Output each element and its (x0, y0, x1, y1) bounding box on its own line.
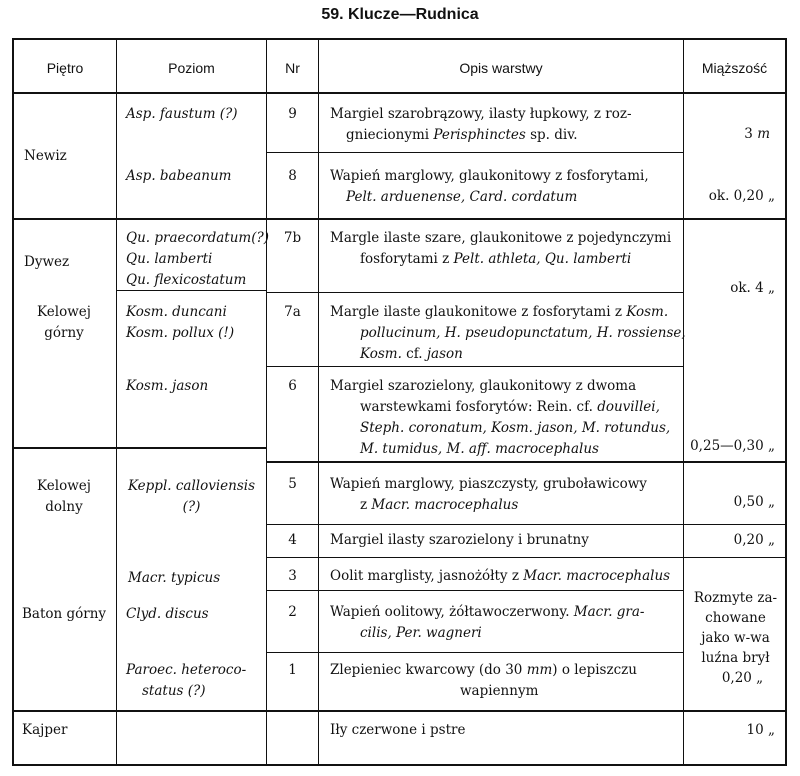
zone-7a-line2: Kosm. pollux (!) (126, 325, 235, 341)
layer-nr-7b: 7b (283, 230, 302, 246)
row-rule (266, 557, 787, 558)
desc-1-line1: Zlepieniec kwarcowy (do 30 mm) o lepiszczu (330, 662, 637, 678)
thickness-kajper: 10 „ (746, 722, 775, 738)
layer-nr-9: 9 (288, 106, 297, 122)
desc-3: Oolit marglisty, jasnożółty z Macr. macrocephalus (330, 568, 671, 584)
zone-1-line2: status (?) (142, 683, 206, 699)
row-rule (266, 524, 787, 525)
row-rule (12, 710, 787, 712)
thickness-8: ok. 0,20 „ (708, 188, 775, 204)
desc-9-line2: gniecionymi Perisphinctes sp. div. (346, 127, 578, 143)
page-title: 59. Klucze—Rudnica (321, 6, 479, 23)
stage-kelowej-gorny (14, 302, 114, 344)
stage-kelowej-dolny (14, 476, 114, 518)
row-rule (12, 447, 266, 449)
zone-7b-line3: Qu. flexicostatum (126, 272, 247, 288)
header-miazszosc: Miąższość (701, 60, 768, 76)
thickness-rozmyte-line5: 0,20 „ (721, 670, 764, 686)
zone-3-text: Macr. typicus (128, 570, 221, 586)
row-rule (266, 152, 684, 153)
desc-9-line1: Margiel szarobrązowy, ilasty łupkowy, z roz- (330, 106, 632, 122)
desc-2-line2: cilis, Per. wagneri (360, 625, 482, 641)
desc-1-line2: wapiennym (460, 683, 539, 699)
stage-newiz: Newiz (24, 148, 67, 164)
desc-4: Margiel ilasty szarozielony i brunatny (330, 532, 589, 548)
header-pietro: Piętro (46, 60, 84, 76)
desc-6-line4: M. tumidus, M. aff. macrocephalus (360, 441, 599, 457)
desc-7a-line2: pollucinum, H. pseudopunctatum, H. rossiense, (360, 325, 686, 341)
stage-dywez: Dywez (24, 254, 70, 270)
thickness-7: ok. 4 „ (730, 280, 775, 296)
stage-baton-gorny: Baton górny (22, 606, 107, 622)
zone-6-text: Kosm. jason (126, 378, 209, 394)
desc-2-line1: Wapień oolitowy, żółtawoczerwony. Macr. gra- (330, 604, 645, 620)
zone-9-text: Asp. faustum (?) (126, 106, 238, 122)
thickness-rozmyte-line2: chowane (705, 610, 766, 626)
thickness-9: 3 m (744, 126, 770, 142)
row-rule (266, 590, 684, 591)
desc-7b (330, 228, 671, 270)
zone-5 (117, 476, 266, 518)
stage-kajper: Kajper (22, 722, 68, 738)
row-rule (266, 652, 684, 653)
desc-6-line1: Margiel szarozielony, glaukonitowy z dwoma (330, 378, 637, 394)
desc-7a-line1: Margle ilaste glaukonitowe z fosforytami z Kosm. (330, 304, 669, 320)
desc-1 (330, 660, 637, 702)
row-rule (266, 292, 684, 293)
row-rule (266, 366, 684, 367)
layer-nr-4: 4 (288, 532, 297, 548)
desc-8-line1: Wapień marglowy, glaukonitowy z fosforytami, (330, 168, 649, 184)
row-rule (12, 218, 787, 220)
thickness-rozmyte-line3: jako w-wa (701, 630, 770, 646)
desc-7b-line1: Margle ilaste szare, glaukonitowe z pojedynczymi (330, 230, 672, 246)
desc-7a (330, 302, 686, 365)
desc-8-line2: Pelt. arduenense, Card. cordatum (346, 189, 578, 205)
zone-8-text: Asp. babeanum (126, 168, 232, 184)
zone-7b-line1: Qu. praecordatum(?) (126, 230, 270, 246)
zone-8 (126, 166, 231, 187)
zone-7a (126, 302, 234, 344)
column-divider (116, 38, 117, 766)
desc-6-line3: Steph. coronatum, Kosm. jason, M. rotundus, (360, 420, 671, 436)
layer-nr-8: 8 (288, 168, 297, 184)
thickness-rozmyte-line4: luźna brył (701, 650, 770, 666)
zone-5-line1: Keppl. calloviensis (127, 478, 256, 494)
zone-2 (126, 604, 209, 625)
column-divider (318, 38, 319, 766)
thickness-rozmyte-line1: Rozmyte za- (693, 590, 778, 606)
desc-8 (330, 166, 649, 208)
desc-5-line2: z Macr. macrocephalus (360, 497, 519, 513)
desc-2 (330, 602, 645, 644)
desc-5-line1: Wapień marglowy, piaszczysty, gruboławicowy (330, 476, 647, 492)
header-rule (12, 92, 787, 94)
zone-6 (126, 376, 208, 397)
layer-nr-7a: 7a (284, 304, 301, 320)
desc-5 (330, 474, 647, 516)
zone-7a-line1: Kosm. duncani (126, 304, 227, 320)
zone-9 (126, 104, 238, 125)
desc-7a-line3: Kosm. cf. jason (360, 346, 463, 362)
layer-nr-1: 1 (288, 662, 297, 678)
column-divider (266, 38, 267, 766)
stage-kelowej-gorny-line2: górny (44, 325, 84, 341)
thickness-4: 0,20 „ (733, 532, 775, 548)
desc-9 (330, 104, 632, 146)
thickness-rozmyte (684, 588, 787, 688)
zone-2-text: Clyd. discus (126, 606, 209, 622)
desc-6 (330, 376, 670, 460)
layer-nr-3: 3 (288, 568, 297, 584)
layer-nr-5: 5 (288, 476, 297, 492)
zone-5-line2: (?) (182, 499, 201, 515)
thickness-6: 0,25—0,30 „ (690, 438, 775, 454)
header-nr: Nr (285, 60, 300, 76)
desc-6-line2: warstewkami fosforytów: Rein. cf. douvillei, (360, 399, 660, 415)
stage-kelowej-dolny-line1: Kelowej (37, 478, 91, 494)
header-opis: Opis warstwy (459, 60, 543, 76)
desc-7b-line2: fosforytami z Pelt. athleta, Qu. lamberti (360, 251, 632, 267)
layer-nr-6: 6 (288, 378, 297, 394)
stage-kelowej-dolny-line2: dolny (45, 499, 83, 515)
zone-3 (128, 568, 220, 589)
zone-1-line1: Paroec. heteroco- (126, 662, 247, 678)
zone-1 (126, 660, 246, 702)
zone-7b-line2: Qu. lamberti (126, 251, 213, 267)
stage-kelowej-gorny-line1: Kelowej (37, 304, 91, 320)
layer-nr-2: 2 (288, 604, 297, 620)
header-poziom: Poziom (168, 60, 215, 76)
desc-kajper: Iły czerwone i pstre (330, 722, 466, 738)
row-rule (266, 461, 787, 463)
zone-7b (126, 228, 269, 291)
thickness-5: 0,50 „ (733, 494, 775, 510)
